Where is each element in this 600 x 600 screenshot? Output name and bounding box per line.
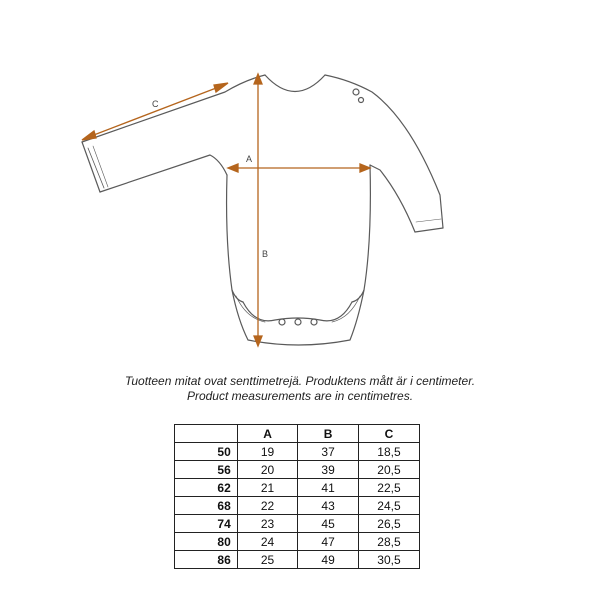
value-c-cell: 28,5 — [358, 533, 419, 551]
column-header: C — [358, 425, 419, 443]
value-c-cell: 26,5 — [358, 515, 419, 533]
value-b-cell: 37 — [298, 443, 359, 461]
table-row — [175, 515, 420, 533]
value-c-cell: 24,5 — [358, 497, 419, 515]
value-c-cell: 18,5 — [358, 443, 419, 461]
column-header — [175, 425, 238, 443]
table-header-row — [175, 425, 420, 443]
value-c-cell: 20,5 — [358, 461, 419, 479]
caption-line-1: Tuotteen mitat ovat senttimetrejä. Produktens mått är i centimeter. — [124, 374, 476, 388]
value-a-cell: 21 — [237, 479, 298, 497]
value-a-cell: 25 — [237, 551, 298, 569]
value-b-cell: 47 — [298, 533, 359, 551]
value-a-cell: 22 — [237, 497, 298, 515]
table-row — [175, 461, 420, 479]
value-b-cell: 45 — [298, 515, 359, 533]
label-b: B — [262, 249, 269, 259]
value-b-cell: 39 — [298, 461, 359, 479]
label-c: C — [152, 99, 159, 109]
value-b-cell: 41 — [298, 479, 359, 497]
table-row — [175, 479, 420, 497]
label-a: A — [246, 154, 253, 164]
size-cell: 56 — [175, 461, 238, 479]
size-cell: 68 — [175, 497, 238, 515]
column-header: B — [298, 425, 359, 443]
caption-line-2: Product measurements are in centimetres. — [186, 389, 414, 403]
size-cell: 50 — [175, 443, 238, 461]
column-header: A — [237, 425, 298, 443]
value-b-cell: 49 — [298, 551, 359, 569]
value-a-cell: 23 — [237, 515, 298, 533]
table-row — [175, 497, 420, 515]
size-cell: 80 — [175, 533, 238, 551]
bodysuit-outline — [82, 75, 443, 345]
value-a-cell: 19 — [237, 443, 298, 461]
value-c-cell: 30,5 — [358, 551, 419, 569]
table-row — [175, 551, 420, 569]
table-row — [175, 533, 420, 551]
size-cell: 62 — [175, 479, 238, 497]
table-row — [175, 443, 420, 461]
size-table — [174, 424, 420, 569]
size-cell: 86 — [175, 551, 238, 569]
value-c-cell: 22,5 — [358, 479, 419, 497]
value-b-cell: 43 — [298, 497, 359, 515]
value-a-cell: 24 — [237, 533, 298, 551]
value-a-cell: 20 — [237, 461, 298, 479]
size-cell: 74 — [175, 515, 238, 533]
